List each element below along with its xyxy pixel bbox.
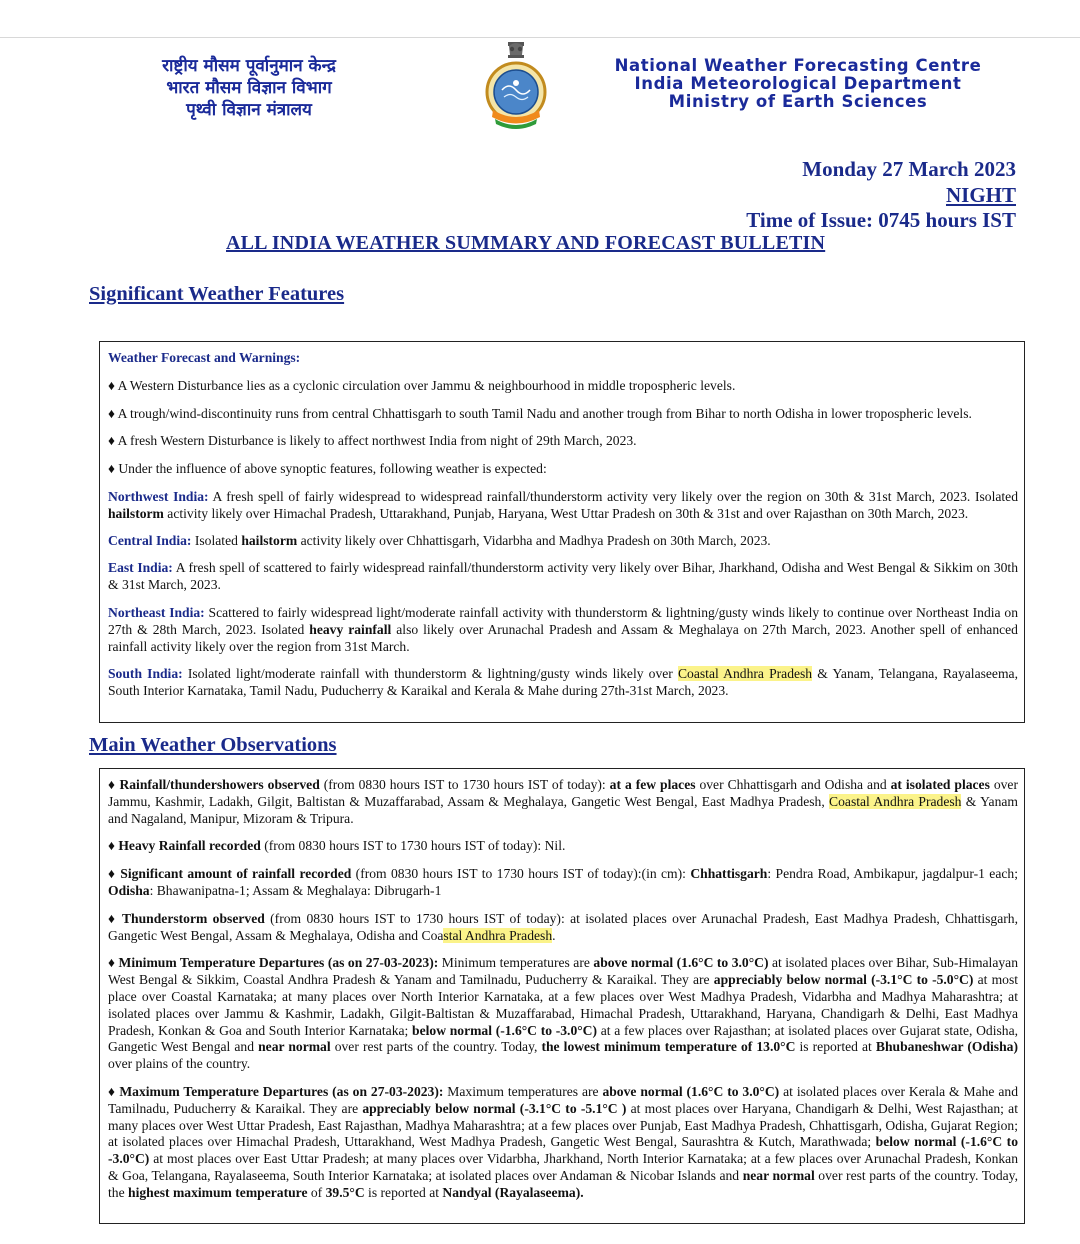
highlight: Coastal Andhra Pradesh	[677, 666, 813, 682]
obs-thunderstorm: ♦ Thunderstorm observed (from 0830 hours IST to 1730 hours IST of today): at isolated places over Arunachal Pradesh, East Madhya Pradesh, Chhattisgarh, Gangetic West Bengal, Assam & Meghalaya, Odisha and Coastal Andhra Pradesh.	[108, 910, 1018, 943]
hindi-line-2: भारत मौसम विज्ञान विभाग	[166, 78, 332, 98]
date-block	[746, 157, 1016, 234]
eng-line-1: National Weather Forecasting Centre	[614, 56, 982, 75]
hindi-org-name	[118, 55, 380, 121]
obs-rainfall: ♦ Rainfall/thundershowers observed (from 0830 hours IST to 1730 hours IST of today): at a few places over Chhattisgarh and Odisha and at isolated places over Jammu, Kashmir, Ladakh, Gilgit, Baltistan & Muzaffarabad, Assam & Meghalaya, Gangetic West Bengal, East Madhya Pradesh, Coastal Andhra Pradesh & Yanam and Nagaland, Manipur, Mizoram & Tripura.	[108, 777, 1018, 826]
synoptic-bullet: ♦ Under the influence of above synoptic features, following weather is expected:	[108, 461, 547, 477]
obs-max-temperature: ♦ Maximum Temperature Departures (as on 27-03-2023): Maximum temperatures are above normal (1.6°C to 3.0°C) at isolated places over Kerala & Mahe and Tamilnadu, Puducherry & Karaikal. They are appreciably below normal (-3.1°C to -5.1°C ) at most places over Haryana, Chandigarh & Delhi, West Rajasthan; at many places over West Uttar Pradesh, East Rajasthan, Madhya Maharashtra; at a few places over Punjab, East Madhya Pradesh, Chhattisgarh, Odisha, Gujarat Region; at isolated places over Himachal Pradesh, Uttarakhand, West Madhya Pradesh, Gangetic West Bengal, Saurashtra & Kutch, Marathwada; below normal (-1.6°C to -3.0°C) at most places over East Uttar Pradesh; at many places over Vidarbha, Jharkhand, North Interior Karnataka; at a few places over Arunachal Pradesh, Konkan & Goa, Telangana, Rayalaseema, South Interior Karnataka; at isolated places over Andaman & Nicobar Islands and near normal over rest parts of the country. Today, the highest maximum temperature of 39.5°C is reported at Nandyal (Rayalaseema).	[108, 1083, 1018, 1200]
bulletin-title: ALL INDIA WEATHER SUMMARY AND FORECAST BULLETIN	[226, 232, 826, 254]
time-of-issue: Time of Issue: 0745 hours IST	[746, 208, 1016, 232]
forecast-east: East India: A fresh spell of scattered to fairly widespread rainfall/thunderstorm activity very likely over Bihar, Jharkhand, Odisha and West Bengal & Sikkim on 30th & 31st March, 2023.	[108, 560, 1019, 593]
hindi-line-3: पृथ्वी विज्ञान मंत्रालय	[186, 100, 312, 120]
forecast-box-title: Weather Forecast and Warnings:	[108, 350, 301, 365]
imd-emblem-icon	[478, 40, 554, 132]
synoptic-bullet: ♦ A trough/wind-discontinuity runs from central Chhattisgarh to south Tamil Nadu and another trough from Bihar to north Odisha in lower tropospheric levels.	[108, 405, 972, 421]
highlight: Coastal Andhra Pradesh	[829, 793, 962, 809]
obs-min-temperature: ♦ Minimum Temperature Departures (as on 27-03-2023): Minimum temperatures are above normal (1.6°C to 3.0°C) at isolated places over Bihar, Sub-Himalayan West Bengal & Sikkim, Coastal Andhra Pradesh & Yanam and Tamilnadu, Puducherry & Karaikal. They are appreciably below normal (-3.1°C to -5.0°C) at most place over Coastal Karnataka; at many places over North Interior Karnataka, at a few places over West Madhya Pradesh, Vidarbha and Madhya Maharashtra; at isolated places over Jammu & Kashmir, Ladakh, Gilgit-Baltistan & Muzaffarabad, Himachal Pradesh, Uttarakhand, Haryana, Chandigarh & Delhi, East Madhya Pradesh, Konkan & Goa and South Interior Karnataka; below normal (-1.6°C to -3.0°C) at a few places over Rajasthan; at isolated places over Gujarat state, Odisha, Gangetic West Bengal and near normal over rest parts of the country. Today, the lowest minimum temperature of 13.0°C is reported at Bhubaneshwar (Odisha) over plains of the country.	[108, 955, 1019, 1072]
forecast-box	[99, 341, 1025, 723]
forecast-central: Central India: Isolated hailstorm activity likely over Chhattisgarh, Vidarbha and Madhya Pradesh on 30th March, 2023.	[108, 532, 771, 548]
eng-line-3: Ministry of Earth Sciences	[668, 92, 928, 111]
significant-heading: Significant Weather Features	[89, 283, 345, 305]
observations-heading: Main Weather Observations	[89, 734, 337, 756]
observations-box	[99, 768, 1025, 1224]
top-divider	[0, 37, 1080, 38]
bulletin-date: Monday 27 March 2023	[802, 157, 1016, 181]
english-org-name	[588, 57, 1008, 111]
synoptic-bullet: ♦ A Western Disturbance lies as a cyclonic circulation over Jammu & neighbourhood in middle tropospheric levels.	[108, 377, 736, 393]
forecast-northwest: Northwest India: A fresh spell of fairly widespread to widespread rainfall/thunderstorm activity very likely over the region on 30th & 31st March, 2023. Isolated hailstorm activity likely over Himachal Pradesh, Uttarakhand, Punjab, Haryana, West Uttar Pradesh on 30th & 31st and over Rajasthan on 30th March, 2023.	[108, 488, 1018, 521]
hindi-line-1: राष्ट्रीय मौसम पूर्वानुमान केन्द्र	[162, 56, 336, 76]
obs-rainfall-amount: ♦ Significant amount of rainfall recorded (from 0830 hours IST to 1730 hours IST of today):(in cm): Chhattisgarh: Pendra Road, Ambikapur, jagdalpur-1 each; Odisha: Bhawanipatna-1; Assam & Meghalaya: Dibrugarh-1	[108, 866, 1018, 898]
synoptic-bullet: ♦ A fresh Western Disturbance is likely to affect northwest India from night of 29th March, 2023.	[108, 433, 637, 449]
eng-line-2: India Meteorological Department	[634, 74, 962, 93]
bulletin-session: NIGHT	[945, 182, 1016, 207]
forecast-south: South India: Isolated light/moderate rainfall with thunderstorm & lightning/gusty winds likely over Coastal Andhra Pradesh & Yanam, Telangana, Rayalaseema, South Interior Karnataka, Tamil Nadu, Puducherry & Karaikal and Kerala & Mahe during 27th-31st March, 2023.	[108, 666, 1018, 699]
highlight: stal Andhra Pradesh	[443, 927, 553, 943]
obs-heavy-rainfall: ♦ Heavy Rainfall recorded (from 0830 hours IST to 1730 hours IST of today): Nil.	[108, 838, 566, 854]
forecast-northeast: Northeast India: Scattered to fairly widespread light/moderate rainfall activity with thunderstorm & lightning/gusty winds likely to continue over Northeast India on 27th & 28th March, 2023. Isolated heavy rainfall also likely over Arunachal Pradesh and Assam & Meghalaya on 27th March, 2023. Another spell of enhanced rainfall activity likely over the region from 31st March.	[108, 604, 1018, 654]
